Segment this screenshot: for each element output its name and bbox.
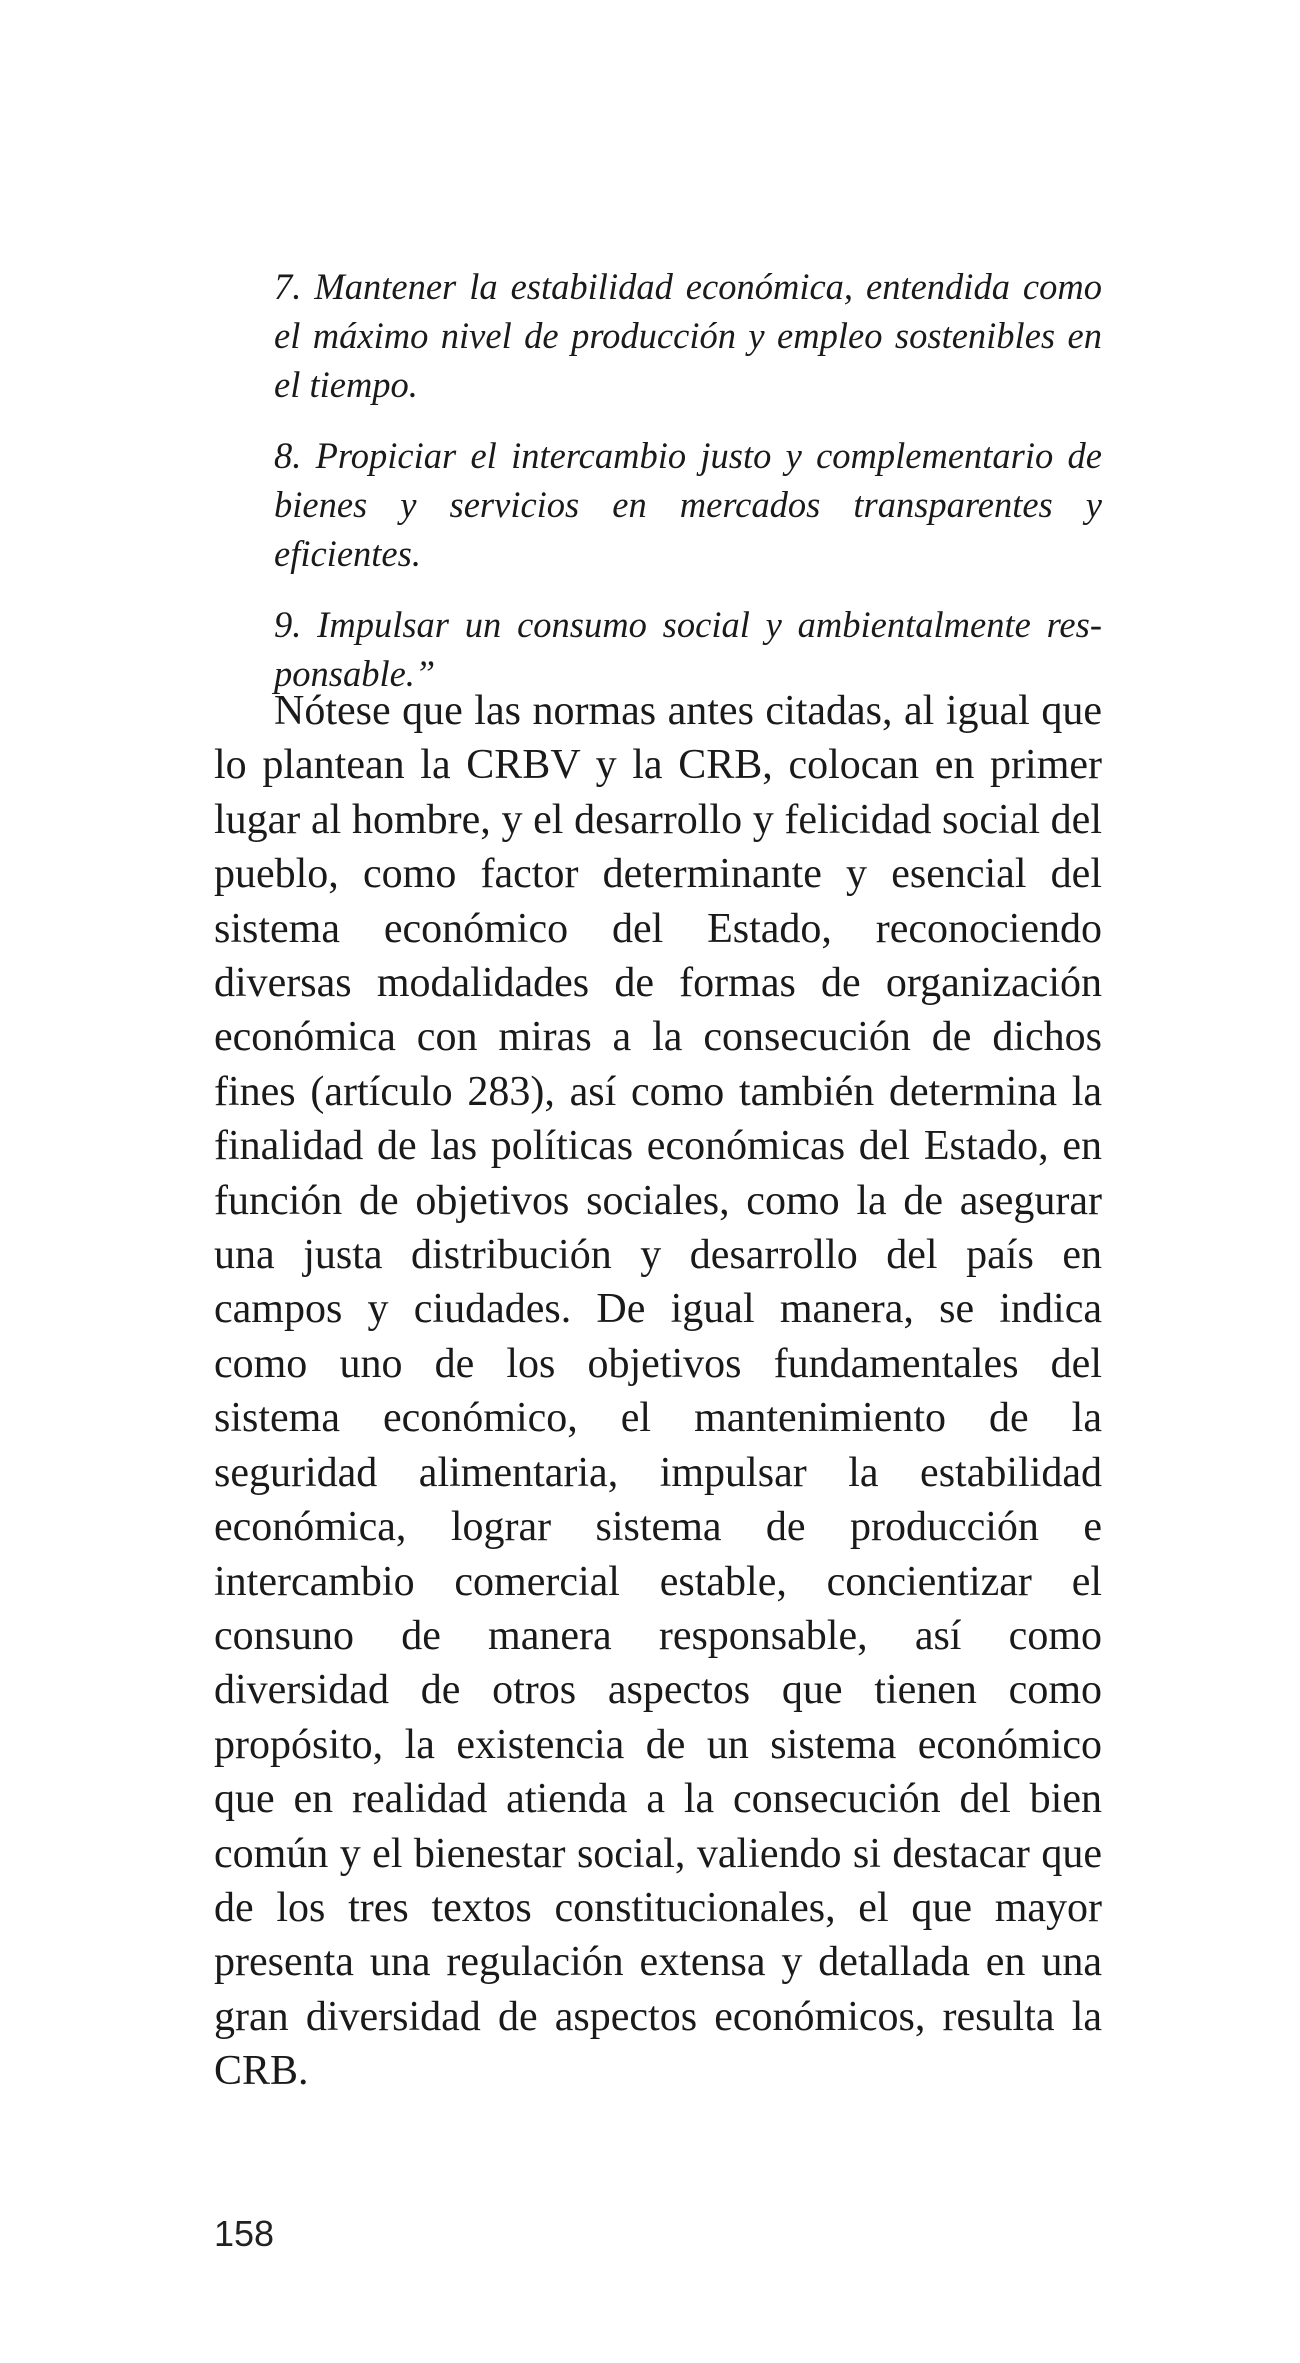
quote-item-7: 7. Mantener la estabilidad económica, entendida como el máximo nivel de producción y empleo sostenibles en el tiempo. <box>274 266 1102 405</box>
quoted-list <box>274 262 1102 720</box>
body-paragraph: Nótese que las normas antes citadas, al igual que lo plantean la CRBV y la CRB, colocan en primer lugar al hombre, y el desarrollo y felicidad social del pueblo, como factor determinante y esencial del sistema económico del Estado, reconociendo diversas modalidades de formas de organización económica con miras a la consecución de dichos fines (artículo 283), así como también determina la finalidad de las políticas económicas del Estado, en función de objetivos sociales, como la de asegurar una justa distribución y desarrollo del país en campos y ciudades. De igual manera, se indica como uno de los objetivos fundamentales del sistema económico, el mantenimiento de la seguridad alimentaria, impulsar la estabilidad económica, lograr sistema de producción e intercambio comercial estable, concientizar el consuno de manera responsable, así como diversidad de otros aspectos que tienen como propósito, la existencia de un sistema económico que en realidad atienda a la consecución del bien común y el bienestar social, valiendo si destacar que de los tres textos constitucionales, el que mayor presenta una regulación extensa y detallada en una gran diversidad de aspectos económicos, resulta la CRB. <box>214 688 1102 2095</box>
quote-item-8: 8. Propiciar el intercambio justo y complementario de bienes y servicios en mercados transparentes y eficientes. <box>274 435 1102 574</box>
quote-item-9: 9. Impulsar un consumo social y ambientalmente responsable.” <box>274 604 1102 694</box>
page-number: 158 <box>214 2213 275 2254</box>
